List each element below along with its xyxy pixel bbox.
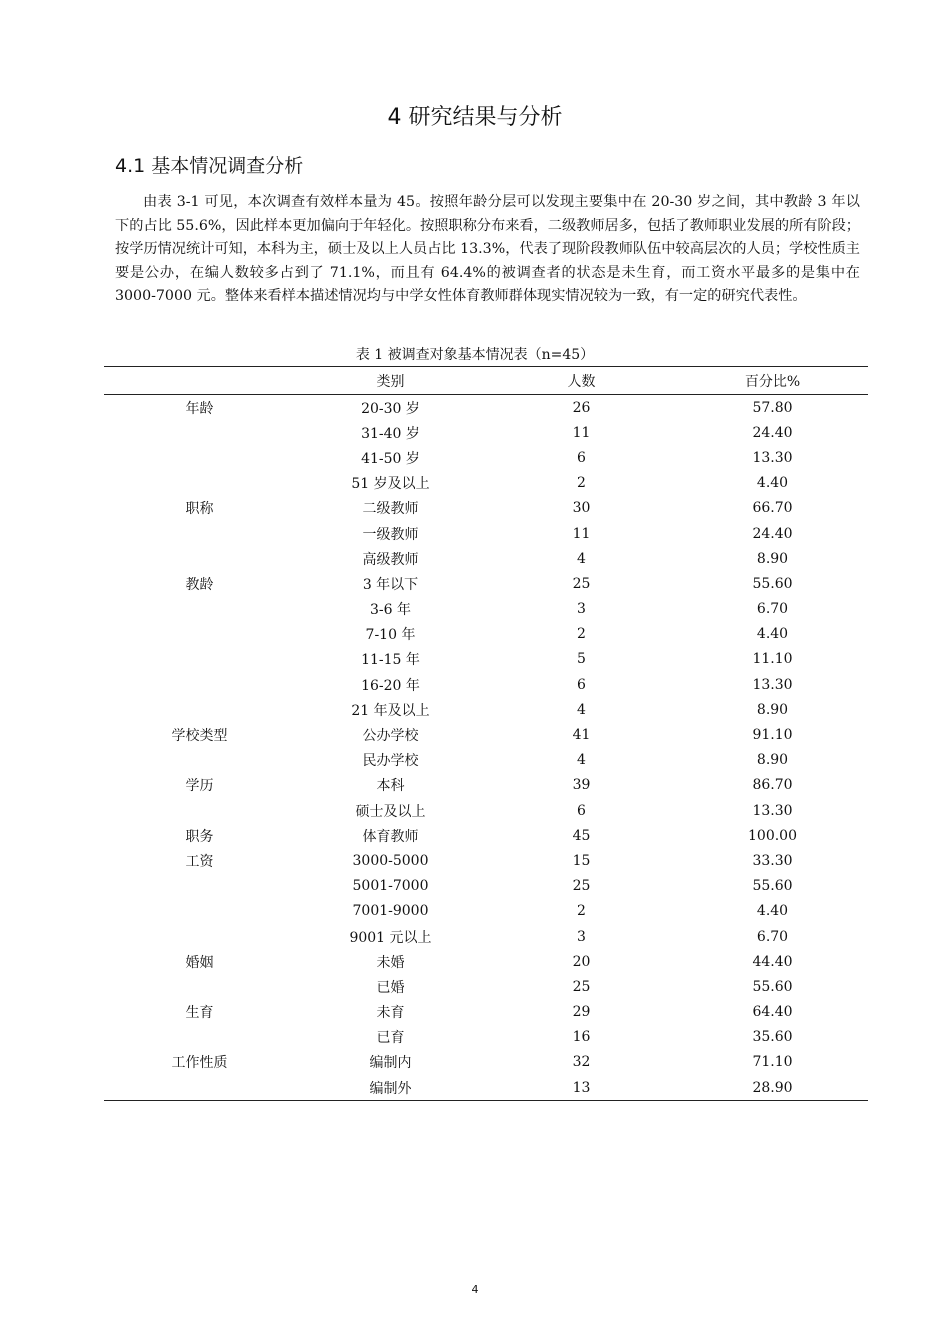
count-cell: 5 [577, 651, 586, 668]
count-cell: 2 [577, 475, 586, 492]
count-cell: 2 [577, 626, 586, 643]
count-cell: 6 [577, 802, 586, 819]
table-row [104, 924, 868, 949]
table-row [104, 823, 868, 848]
category-cell: 3 年以下 [362, 576, 419, 593]
group-cell [104, 1025, 295, 1050]
group-cell [104, 471, 295, 496]
group-cell [104, 697, 295, 722]
table-row [104, 471, 868, 496]
group-cell: 学历 [185, 778, 214, 795]
category-cell: 未育 [376, 1005, 405, 1022]
category-cell: 5001-7000 [352, 878, 429, 895]
count-cell: 29 [572, 1004, 591, 1021]
body-paragraph: 由表 3-1 可见，本次调查有效样本量为 45。按照年龄分层可以发现主要集中在 20-30 岁之间，其中教龄 3 年以下的占比 55.6%，因此样本更加偏向于年轻化。按照职称分布来看，二级教师居多，包括了教师职业发展的所有阶段；按学历情况统计可知，本科为主，硕士及以上人员占比 13.3%，代表了现阶段教师队伍中较高层次的人员；学校性质主要是公办，在编人数较多占到了 71.1%，而且有 64.4%的被调查者的状态是未生育，而工资水平最多的是集中在 3000-7000 元。整体来看样本描述情况均与中学女性体育教师群体现实情况较为一致，有一定的研究代表性。 [115, 194, 860, 304]
count-cell: 25 [572, 878, 591, 895]
table-row [104, 697, 868, 722]
table-row [104, 571, 868, 596]
percent-cell: 100.00 [748, 827, 797, 844]
group-cell [104, 748, 295, 773]
count-cell: 4 [577, 752, 586, 769]
category-cell: 二级教师 [362, 501, 419, 518]
table-row [104, 1025, 868, 1050]
table-row [104, 1050, 868, 1075]
table-row [104, 445, 868, 470]
category-cell: 未婚 [376, 954, 405, 971]
group-cell: 职称 [185, 501, 214, 518]
table-body [104, 395, 868, 1101]
count-cell: 6 [577, 676, 586, 693]
category-cell: 7001-9000 [352, 903, 429, 920]
percent-cell: 8.90 [756, 752, 789, 769]
count-cell: 45 [572, 827, 591, 844]
percent-cell: 24.40 [752, 424, 793, 441]
count-cell: 16 [572, 1029, 591, 1046]
group-cell: 年龄 [185, 400, 214, 417]
page-number: 4 [471, 1283, 479, 1296]
count-cell: 30 [572, 500, 591, 517]
count-cell: 15 [572, 852, 591, 869]
table-row [104, 622, 868, 647]
percent-cell: 28.90 [752, 1079, 793, 1096]
percent-cell: 6.70 [756, 601, 789, 618]
percent-cell: 4.40 [756, 903, 789, 920]
category-cell: 公办学校 [362, 728, 419, 745]
percent-cell: 86.70 [752, 777, 793, 794]
group-cell [104, 597, 295, 622]
group-cell: 学校类型 [171, 728, 228, 745]
count-cell: 4 [577, 550, 586, 567]
count-cell: 11 [572, 525, 591, 542]
group-cell: 工资 [185, 853, 214, 870]
count-cell: 26 [572, 399, 591, 416]
category-cell: 编制外 [369, 1080, 412, 1097]
category-cell: 高级教师 [362, 551, 419, 568]
category-cell: 硕士及以上 [355, 803, 426, 820]
count-cell: 32 [572, 1054, 591, 1071]
count-cell: 2 [577, 903, 586, 920]
table-row [104, 546, 868, 571]
count-cell: 13 [572, 1079, 591, 1096]
table-row [104, 521, 868, 546]
table-row [104, 1000, 868, 1025]
percent-cell: 4.40 [756, 475, 789, 492]
percent-cell: 55.60 [752, 575, 793, 592]
percent-cell: 4.40 [756, 626, 789, 643]
table-row [104, 899, 868, 924]
group-cell [104, 521, 295, 546]
count-cell: 11 [572, 424, 591, 441]
table-row [104, 798, 868, 823]
group-cell [104, 974, 295, 999]
table-row [104, 874, 868, 899]
table-row [104, 420, 868, 445]
percent-cell: 6.70 [756, 928, 789, 945]
table-row [104, 974, 868, 999]
percent-cell: 13.30 [752, 676, 793, 693]
category-cell: 31-40 岁 [361, 425, 420, 442]
group-cell [104, 622, 295, 647]
group-cell [104, 1075, 295, 1101]
category-cell: 已育 [376, 1030, 405, 1047]
table-row [104, 722, 868, 747]
header-cell-group [104, 367, 295, 395]
percent-cell: 91.10 [752, 727, 793, 744]
percent-cell: 13.30 [752, 449, 793, 466]
count-cell: 4 [577, 701, 586, 718]
table-row [104, 672, 868, 697]
percent-cell: 24.40 [752, 525, 793, 542]
percent-cell: 11.10 [752, 651, 793, 668]
table-row [104, 647, 868, 672]
section-title: 4.1 基本情况调查分析 [115, 155, 304, 177]
table-caption: 表 1 被调查对象基本情况表（n=45） [355, 347, 595, 363]
table-header-row [104, 367, 868, 395]
percent-cell: 66.70 [752, 500, 793, 517]
count-cell: 3 [577, 928, 586, 945]
group-cell [104, 420, 295, 445]
category-cell: 21 年及以上 [351, 702, 430, 719]
count-cell: 6 [577, 449, 586, 466]
category-cell: 41-50 岁 [361, 450, 420, 467]
percent-cell: 35.60 [752, 1029, 793, 1046]
count-cell: 20 [572, 953, 591, 970]
category-cell: 7-10 年 [365, 627, 416, 644]
demographics-table [104, 366, 868, 1101]
count-cell: 25 [572, 575, 591, 592]
table-row [104, 773, 868, 798]
percent-cell: 44.40 [752, 953, 793, 970]
count-cell: 39 [572, 777, 591, 794]
count-cell: 25 [572, 978, 591, 995]
category-cell: 体育教师 [362, 828, 419, 845]
group-cell [104, 899, 295, 924]
category-cell: 9001 元以上 [349, 929, 432, 946]
count-cell: 41 [572, 727, 591, 744]
table-row [104, 748, 868, 773]
header-cell-category: 类别 [376, 373, 405, 390]
category-cell: 51 岁及以上 [351, 476, 430, 493]
group-cell: 工作性质 [171, 1055, 228, 1072]
table-row [104, 395, 868, 421]
percent-cell: 57.80 [752, 399, 793, 416]
table-row [104, 597, 868, 622]
group-cell [104, 672, 295, 697]
category-cell: 编制内 [369, 1055, 412, 1072]
group-cell: 生育 [185, 1005, 214, 1022]
table-row [104, 496, 868, 521]
group-cell: 教龄 [185, 576, 214, 593]
category-cell: 3-6 年 [370, 602, 411, 619]
category-cell: 11-15 年 [361, 652, 420, 669]
table-row [104, 949, 868, 974]
group-cell: 职务 [185, 828, 214, 845]
table-row [104, 848, 868, 873]
table-row [104, 1075, 868, 1101]
group-cell [104, 924, 295, 949]
percent-cell: 55.60 [752, 878, 793, 895]
category-cell: 民办学校 [362, 753, 419, 770]
category-cell: 16-20 年 [361, 677, 420, 694]
header-cell-count: 人数 [567, 373, 596, 390]
group-cell [104, 874, 295, 899]
percent-cell: 64.40 [752, 1004, 793, 1021]
category-cell: 3000-5000 [352, 852, 429, 869]
category-cell: 本科 [376, 778, 405, 795]
category-cell: 已婚 [376, 979, 405, 996]
category-cell: 20-30 岁 [361, 400, 420, 417]
count-cell: 3 [577, 601, 586, 618]
group-cell [104, 546, 295, 571]
percent-cell: 13.30 [752, 802, 793, 819]
group-cell [104, 445, 295, 470]
percent-cell: 55.60 [752, 978, 793, 995]
percent-cell: 71.10 [752, 1054, 793, 1071]
category-cell: 一级教师 [362, 526, 419, 543]
percent-cell: 33.30 [752, 852, 793, 869]
chapter-title: 4 研究结果与分析 [387, 105, 563, 130]
header-cell-percent: 百分比% [744, 373, 801, 390]
group-cell: 婚姻 [185, 954, 214, 971]
group-cell [104, 647, 295, 672]
percent-cell: 8.90 [756, 701, 789, 718]
group-cell [104, 798, 295, 823]
percent-cell: 8.90 [756, 550, 789, 567]
